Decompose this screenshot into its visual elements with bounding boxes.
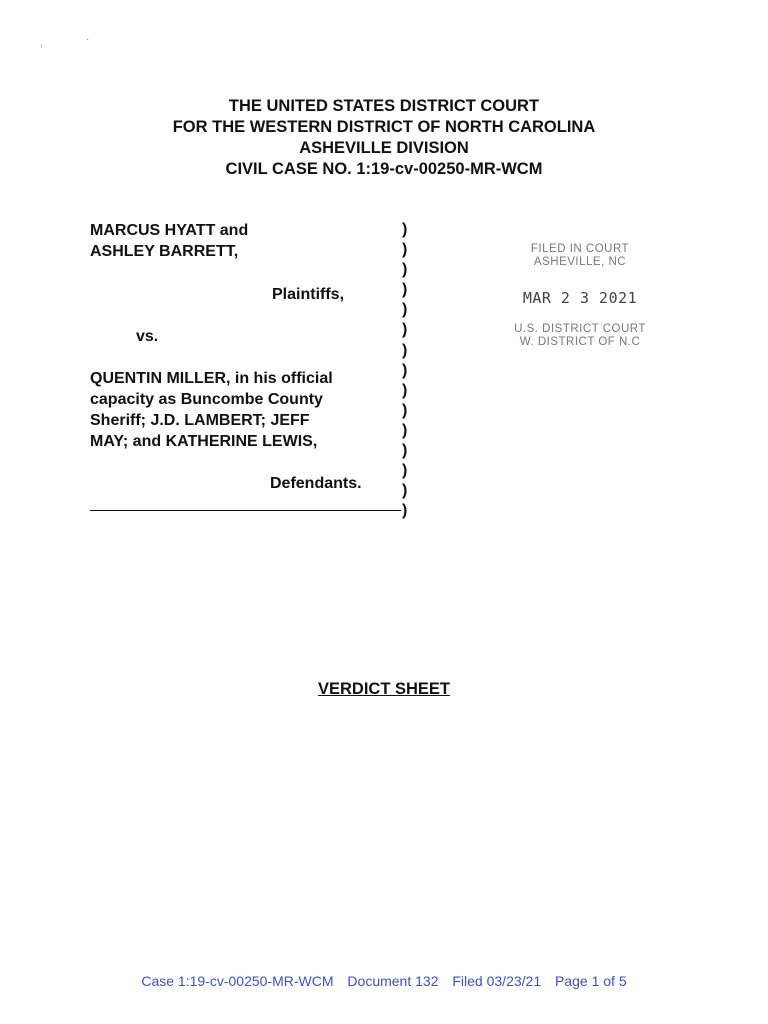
- scan-artifact: ,: [40, 38, 43, 49]
- stamp-court-line: U.S. DISTRICT COURT: [514, 323, 646, 335]
- caption-parenthesis: ): [402, 261, 408, 279]
- caption-parenthesis: ): [402, 442, 408, 460]
- caption-parenthesis: ): [402, 361, 408, 379]
- scan-artifact: ·: [86, 34, 90, 45]
- verdict-sheet-title: VERDICT SHEET: [317, 680, 451, 698]
- caption-parenthesis: ): [402, 502, 408, 520]
- footer-document: Document 132: [347, 973, 439, 989]
- caption-parenthesis: ): [402, 221, 408, 238]
- versus-label: vs.: [136, 328, 159, 345]
- defendant-line: Sheriff; J.D. LAMBERT; JEFF: [90, 412, 310, 429]
- plaintiff-name: MARCUS HYATT and: [90, 222, 249, 239]
- defendants-label: Defendants.: [270, 475, 362, 492]
- document-title: [0, 680, 768, 699]
- court-header: [0, 96, 768, 180]
- caption-parenthesis: ): [402, 421, 408, 439]
- footer-filed: Filed 03/23/21: [452, 973, 542, 989]
- caption-parenthesis: ): [402, 241, 408, 259]
- court-district: FOR THE WESTERN DISTRICT OF NORTH CAROLINA: [172, 118, 596, 136]
- plaintiff-name: ASHLEY BARRETT,: [90, 243, 239, 260]
- caption-parenthesis: ): [402, 321, 408, 339]
- caption-underline: [90, 510, 401, 511]
- ecf-footer: [0, 973, 768, 989]
- case-number: CIVIL CASE NO. 1:19-cv-00250-MR-WCM: [225, 160, 543, 178]
- defendant-line: QUENTIN MILLER, in his official: [90, 370, 333, 387]
- plaintiffs-label: Plaintiffs,: [272, 286, 345, 303]
- caption-parenthesis: ): [402, 281, 408, 299]
- caption-parenthesis: ): [402, 301, 408, 319]
- defendant-line: MAY; and KATHERINE LEWIS,: [90, 433, 318, 450]
- stamp-district-line: W. DISTRICT OF N.C: [519, 336, 641, 348]
- caption-parenthesis-column: [402, 220, 416, 521]
- stamp-date: MAR 2 3 2021: [522, 289, 638, 307]
- filed-stamp: [510, 243, 650, 349]
- caption-parenthesis: ): [402, 381, 408, 399]
- caption-parenthesis: ): [402, 482, 408, 500]
- footer-case: Case 1:19-cv-00250-MR-WCM: [141, 973, 334, 989]
- defendant-line: capacity as Buncombe County: [90, 391, 323, 408]
- caption-parenthesis: ): [402, 401, 408, 419]
- stamp-filed-line: FILED IN COURT: [530, 243, 630, 255]
- caption-parenthesis: ): [402, 341, 408, 359]
- court-name: THE UNITED STATES DISTRICT COURT: [228, 97, 540, 115]
- footer-page: Page 1 of 5: [555, 973, 627, 989]
- stamp-location-line: ASHEVILLE, NC: [533, 256, 627, 268]
- caption-parenthesis: ): [402, 462, 408, 480]
- court-division: ASHEVILLE DIVISION: [299, 139, 469, 157]
